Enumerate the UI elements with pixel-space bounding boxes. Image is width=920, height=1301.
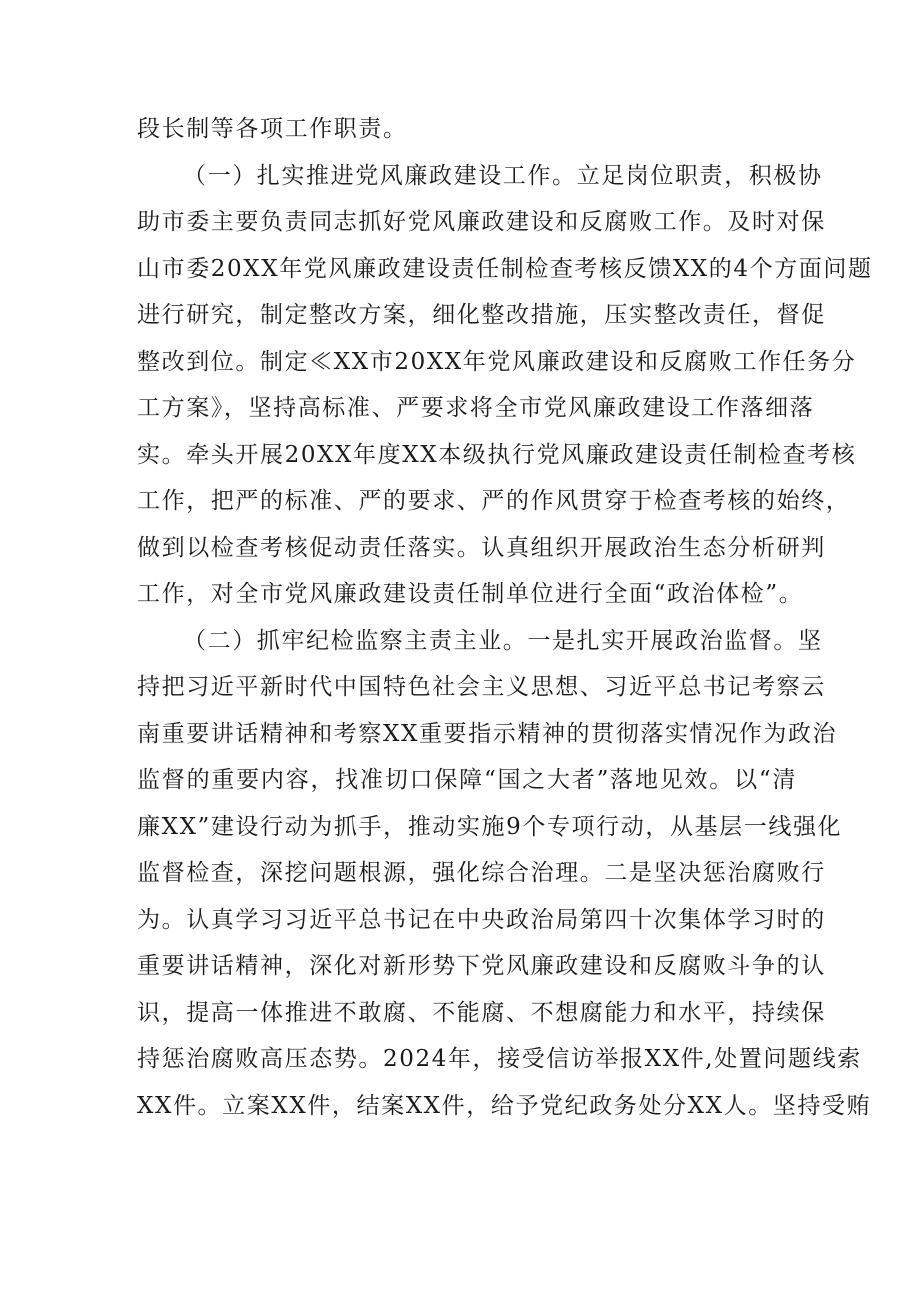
text-line: 南重要讲话精神和考察XX重要指示精神的贯彻落实情况作为政治 [137,720,838,747]
text-line: 进行研究，制定整改方案，细化整改措施，压实整改责任，督促 [137,302,826,328]
text-line: 山市委20XX年党风廉政建设责任制检查考核反馈XX的4个方面问题 [137,255,873,282]
text-line: 工作，把严的标准、严的要求、严的作风贯穿于检查考核的始终， [137,488,851,514]
document-body [137,106,873,1129]
text-line: 持把习近平新时代中国特色社会主义思想、习近平总书记考察云 [137,674,826,700]
paragraph-party-conduct [137,153,873,618]
paragraph-continuation [137,106,797,153]
text-line: 重要讲话精神，深化对新形势下党风廉政建设和反腐败斗争的认 [137,953,826,979]
text-line: 为。认真学习习近平总书记在中央政治局第四十次集体学习时的 [137,906,826,933]
text-line: 持惩治腐败高压态势。2024年，接受信访举报XX件,处置问题线索 [137,1046,862,1072]
text-line: 监督的重要内容，找准切口保障“国之大者”落地见效。以“清 [137,767,797,793]
text-line: 做到以检查考核促动责任落实。认真组织开展政治生态分析研判 [137,534,826,561]
text-line: 段长制等各项工作职责。 [137,116,408,142]
text-line: 助市委主要负责同志抓好党风廉政建设和反腐败工作。及时对保 [137,209,826,235]
text-line: 整改到位。制定≪XX市20XX年党风廉政建设和反腐败工作任务分 [137,348,857,375]
text-line: XX件。立案XX件，结案XX件，给予党纪政务处分XX人。坚持受贿 [137,1092,872,1119]
text-line: 工方案》，坚持高标准、严要求将全市党风廉政建设工作落细落 [137,395,815,421]
text-line: 实。牵头开展20XX年度XX本级执行党风廉政建设责任制检查考核 [137,441,857,468]
text-line: 监督检查，深挖问题根源，强化综合治理。二是坚决惩治腐败行 [137,860,826,886]
text-line: 廉XX”建设行动为抓手，推动实施9个专项行动，从基层一线强化 [137,813,843,840]
paragraph-discipline-inspection [137,618,872,1130]
text-line: 工作，对全市党风廉政建设责任制单位进行全面“政治体检”。 [137,581,804,607]
text-line: （二）抓牢纪检监察主责主业。一是扎实开展政治监督。坚 [183,627,823,654]
text-line: 识，提高一体推进不敢腐、不能腐、不想腐能力和水平，持续保 [137,999,826,1026]
text-line: （一）扎实推进党风廉政建设工作。立足岗位职责，积极协 [183,162,823,189]
